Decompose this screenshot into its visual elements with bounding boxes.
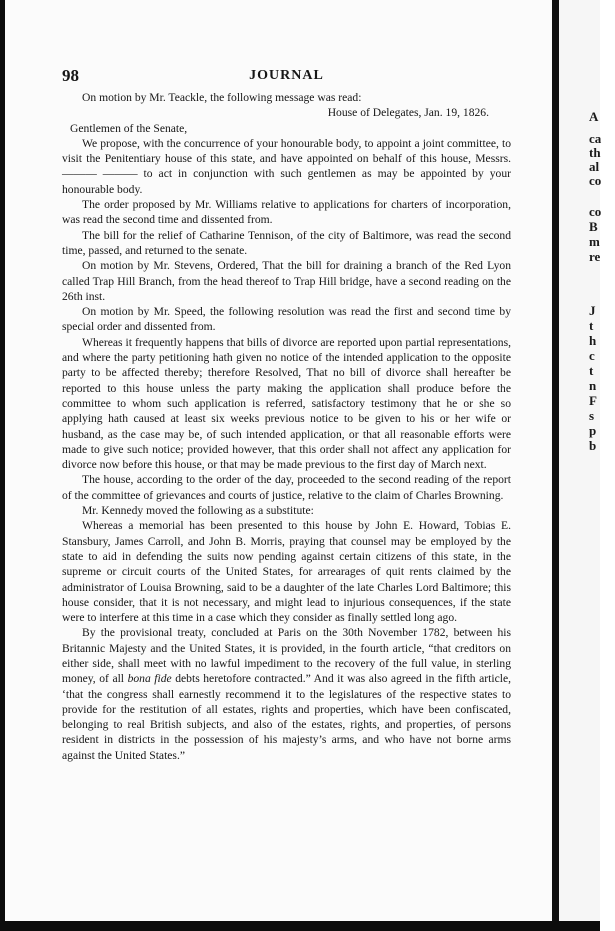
motion-speed: On motion by Mr. Speed, the following resolution was read the first and second time by special order and dissented from. xyxy=(62,305,511,334)
scan-bottom-edge xyxy=(0,921,600,931)
facing-page-letter: s xyxy=(589,408,595,423)
message-salutation: Gentlemen of the Senate, xyxy=(70,121,188,135)
treaty-text-part-1: By the provisional treaty, concluded at Paris on the 30th November 1782, between his Britannic Majesty and the United States, it is provided, in the fourth article, “that creditors on either side, shall meet with no lawful impediment to the recovery of the full value, in sterling money, of all xyxy=(62,626,511,686)
order-williams: The order proposed by Mr. Williams relative to applications for charters of incorporation, was read the second time and dissented from. xyxy=(62,198,511,227)
journal-text-column xyxy=(62,66,511,763)
facing-page-letter: t xyxy=(589,318,594,333)
facing-page-letter: J xyxy=(589,303,596,318)
motion-stevens: On motion by Mr. Stevens, Ordered, That the bill for draining a branch of the Red Lyon called Trap Hill Branch, from the head thereof to Trap Hill bridge, have a second reading on the 26th inst. xyxy=(62,259,511,303)
order-of-day: The house, according to the order of the day, proceeded to the second reading of the report of the committee of grievances and courts of justice, relative to the claim of Charles Browning. xyxy=(62,473,511,502)
page-header xyxy=(62,66,511,88)
facing-page-letter: ca xyxy=(589,131,602,146)
facing-page-letter: al xyxy=(589,159,600,174)
treaty-paragraph xyxy=(62,625,511,763)
facing-page-letter: B xyxy=(589,219,598,234)
facing-page-letter: c xyxy=(589,348,595,363)
facing-page-letter: F xyxy=(589,393,597,408)
facing-page-letter: n xyxy=(589,378,597,393)
treaty-text-part-2: debts heretofore contracted.” And it was also agreed in the fifth article, ‘that the congress shall earnestly recommend it to the legislatures of the respective states to provide for the restitution of all estates, rights and properties, which have been confiscated, belonging to real British subjects, and also of the estates, rights, and properties, of persons resident in districts in the possession of his majesty’s arms, and who have not borne arms against the United States.” xyxy=(62,672,511,762)
facing-page-letter: co xyxy=(589,173,602,188)
facing-page-letter: t xyxy=(589,363,594,378)
facing-page-letter: h xyxy=(589,333,597,348)
memorial-whereas: Whereas a memorial has been presented to this house by John E. Howard, Tobias E. Stansbury, James Carroll, and John B. Morris, praying that counsel may be employed by the state to aid in defending the suits now pending against certain citizens of this state, in the supreme or circuit courts of the United States, for arrearages of quit rents claimed by the administrator of Louisa Browning, said to be a daughter of the late Charles Lord Baltimore; this house consider, that it is not necessary, and might lead to injurious consequences, if the state were to interfere at this time in a case which they consider as finally settled long ago. xyxy=(62,519,511,625)
facing-page-letter: b xyxy=(589,438,597,453)
bill-tennison: The bill for the relief of Catharine Tennison, of the city of Baltimore, was read the second time, passed, and returned to the senate. xyxy=(62,228,511,257)
facing-page-letter: th xyxy=(589,145,601,160)
facing-page-letter: m xyxy=(589,234,600,249)
page-number: 98 xyxy=(62,66,79,85)
kennedy-substitute: Mr. Kennedy moved the following as a substitute: xyxy=(82,504,314,518)
message-dateline: House of Delegates, Jan. 19, 1826. xyxy=(327,106,489,120)
scan-left-edge xyxy=(0,0,5,931)
message-body: We propose, with the concurrence of your honourable body, to appoint a joint committee, to visit the Penitentiary house of this state, and have appointed on behalf of this house, Messrs. ——— ——— to act in conjunction with such gentlemen as may be appointed by your honourable body. xyxy=(62,136,511,196)
facing-page-letter: A xyxy=(589,109,599,124)
motion-teackle: On motion by Mr. Teackle, the following message was read: xyxy=(82,91,362,104)
facing-page-fragment xyxy=(559,0,600,921)
book-gutter xyxy=(552,0,559,931)
treaty-italic-bona-fide: bona fide xyxy=(127,672,172,686)
facing-page-letter: re xyxy=(589,249,601,264)
facing-page-letter: p xyxy=(589,423,597,438)
running-head: JOURNAL xyxy=(249,68,324,83)
facing-page-letter: co xyxy=(589,204,602,219)
divorce-resolution: Whereas it frequently happens that bills of divorce are reported upon partial representations, and where the party petitioning hath given no notice of the intended application to the opposite party to be affected thereby; therefore Resolved, That no bill of divorce shall hereafter be reported to this house unless the party making the application shall produce before the committee to whom such application is referred, satisfactory testimony that he or she so applying hath caused at least six weeks previous notice to be given to his or her wife or husband, as the case may be, of such intended application, or that all reasonable efforts were made to give such notice; provided however, that this order shall not affect any application for divorce now before this house, or that may be made previous to the first day of March next. xyxy=(62,335,511,472)
